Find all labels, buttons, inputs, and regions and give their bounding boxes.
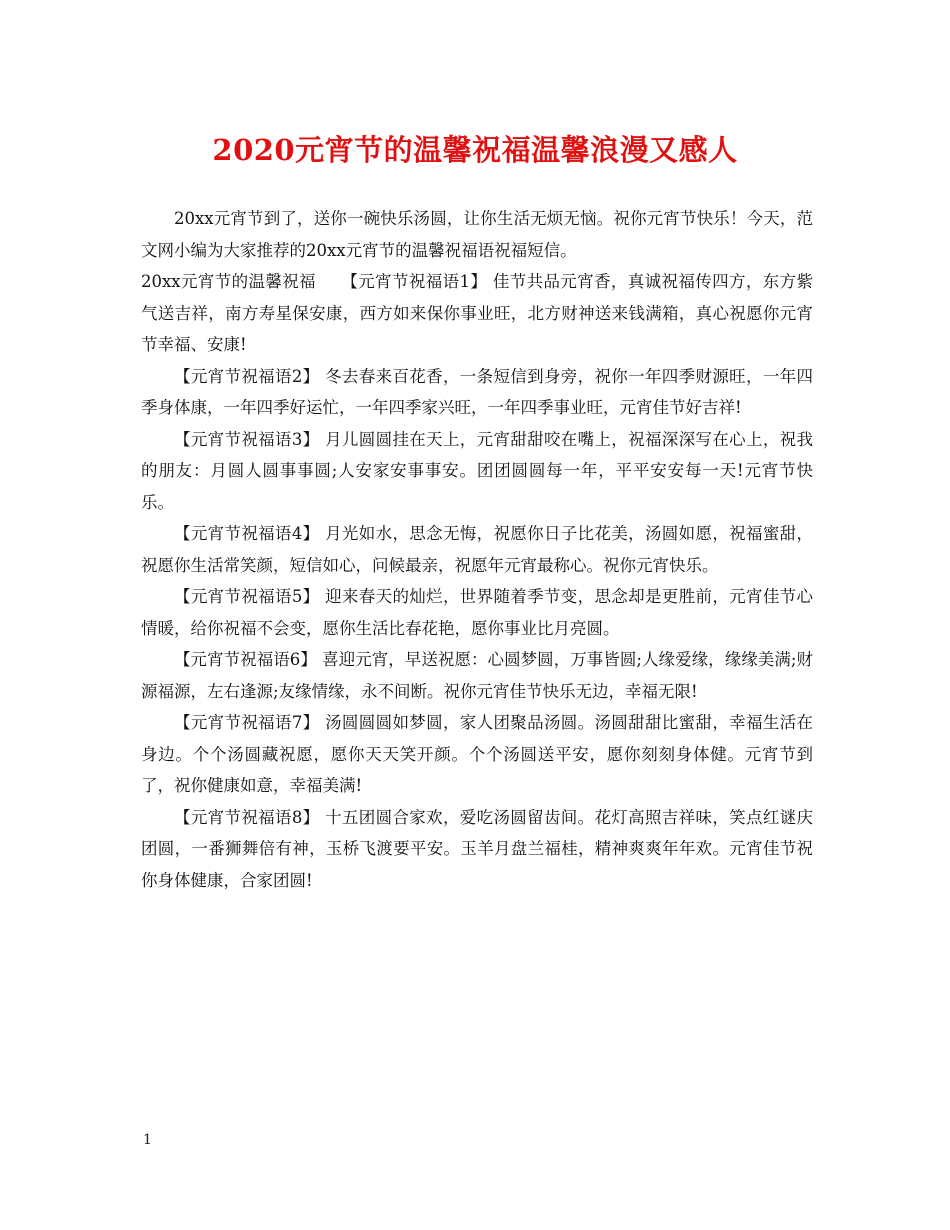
intro-paragraph: 20xx元宵节到了，送你一碗快乐汤圆，让你生活无烦无恼。祝你元宵节快乐！今天，范文网小编为大家推荐的20xx元宵节的温馨祝福语祝福短信。 [141, 209, 813, 260]
blessing-paragraph-7: 【元宵节祝福语7】 汤圆圆圆如梦圆，家人团聚品汤圆。汤圆甜甜比蜜甜，幸福生活在身边。个个汤圆藏祝愿，愿你天天笑开颜。个个汤圆送平安，愿你刻刻身体健。元宵节到了，祝你健康如意，幸福美满! [141, 713, 813, 795]
blessing-paragraph-8: 【元宵节祝福语8】 十五团圆合家欢，爱吃汤圆留齿间。花灯高照吉祥味，笑点红谜庆团圆，一番狮舞倍有神，玉桥飞渡要平安。玉羊月盘兰福桂，精神爽爽年年欢。元宵佳节祝你身体健康，合家团圆! [141, 807, 813, 890]
page-number: 1 [143, 1132, 152, 1148]
blessing-paragraph-4: 【元宵节祝福语4】 月光如水，思念无悔，祝愿你日子比花美，汤圆如愿，祝福蜜甜，祝愿你生活常笑颜，短信如心，问候最亲，祝愿年元宵最称心。祝你元宵快乐。 [141, 524, 813, 575]
document-body [141, 203, 813, 896]
document-title: 2020元宵节的温馨祝福温馨浪漫又感人 [212, 133, 738, 167]
blessing-paragraph-5: 【元宵节祝福语5】 迎来春天的灿烂，世界随着季节变，思念却是更胜前，元宵佳节心情暖，给你祝福不会变，愿你生活比春花艳，愿你事业比月亮圆。 [141, 587, 813, 638]
blessing-paragraph-2: 【元宵节祝福语2】 冬去春来百花香，一条短信到身旁，祝你一年四季财源旺，一年四季身体康，一年四季好运忙，一年四季家兴旺，一年四季事业旺，元宵佳节好吉祥! [141, 366, 813, 417]
blessing-paragraph-3: 【元宵节祝福语3】 月儿圆圆挂在天上，元宵甜甜咬在嘴上，祝福深深写在心上，祝我的朋友：月圆人圆事事圆;人安家安事事安。团团圆圆每一年，平平安安每一天!元宵节快乐。 [141, 429, 813, 512]
blessing-paragraph-6: 【元宵节祝福语6】 喜迎元宵，早送祝愿：心圆梦圆，万事皆圆;人缘爱缘，缘缘美满;财源福源，左右逢源;友缘情缘，永不间断。祝你元宵佳节快乐无边，幸福无限! [141, 650, 813, 701]
heading-paragraph: 20xx元宵节的温馨祝福 【元宵节祝福语1】 佳节共品元宵香，真诚祝福传四方，东方紫气送吉祥，南方寿星保安康，西方如来保你事业旺，北方财神送来钱满箱，真心祝愿你元宵节幸福、安康! [141, 272, 813, 354]
